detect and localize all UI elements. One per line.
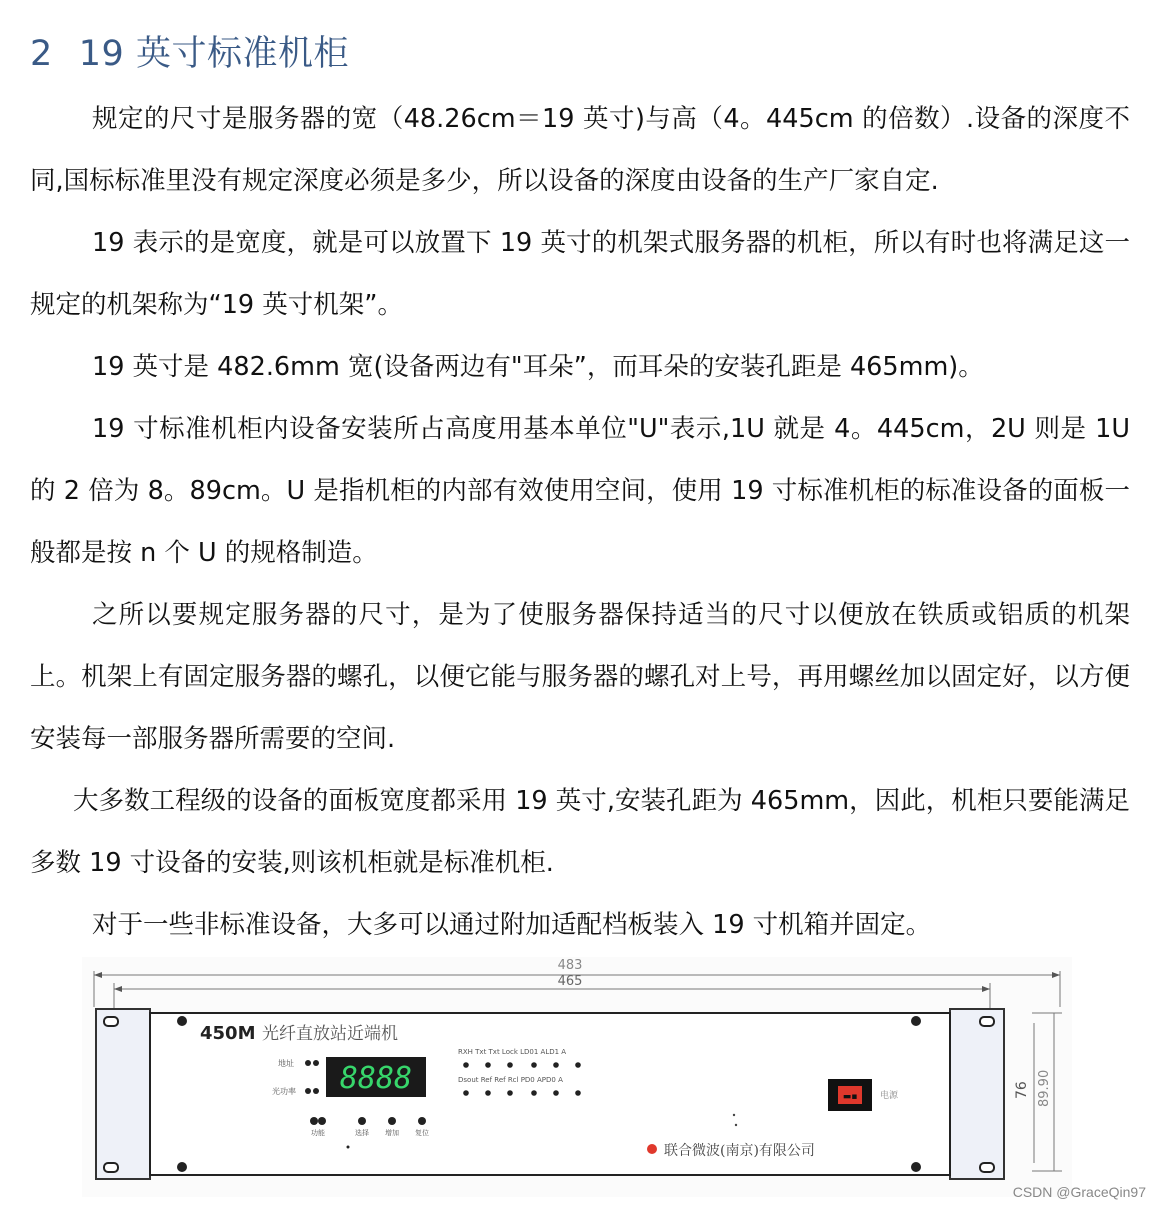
right-ear	[950, 1009, 1004, 1179]
indicator-labels-row1: RXH Txt Txt Lock LD01 ALD1 A	[458, 1048, 567, 1056]
section-number: 2	[30, 34, 53, 74]
left-label-address: 地址	[278, 1059, 294, 1068]
svg-text:▬▪: ▬▪	[842, 1092, 858, 1102]
watermark: CSDN @GraceQin97	[1012, 1184, 1146, 1200]
paragraph-6: 大多数工程级的设备的面板宽度都采用 19 英寸,安装孔距为 465mm，因此，机柜只要能满足多数 19 寸设备的安装,则该机柜就是标准机柜.	[30, 786, 1130, 878]
left-ear	[96, 1009, 150, 1179]
paragraph-1: 规定的尺寸是服务器的宽（48.26cm＝19 英寸)与高（4。445cm 的倍数）.设备的深度不同,国标标准里没有规定深度必须是多少，所以设备的深度由设备的生产厂家自定.	[30, 104, 1130, 196]
section-heading	[30, 26, 349, 76]
dim-inner-height: 76	[1014, 1081, 1030, 1099]
company-name: 联合微波(南京)有限公司	[664, 1143, 815, 1159]
rack-panel-figure	[82, 957, 1072, 1197]
paragraph-7: 对于一些非标准设备，大多可以通过附加适配档板装入 19 寸机箱并固定。	[92, 910, 932, 940]
paragraph-2: 19 表示的是宽度，就是可以放置下 19 英寸的机架式服务器的机柜，所以有时也将满足这一规定的机架称为“19 英寸机架”。	[30, 228, 1130, 320]
power-label: 电源	[880, 1091, 899, 1101]
button-label-increase: 增加	[385, 1129, 399, 1137]
section-title: 19 英寸标准机柜	[78, 34, 349, 74]
dim-outer-width: 483	[557, 958, 583, 973]
dim-outer-height: 89.90	[1037, 1069, 1052, 1107]
display-digits: 8888	[339, 1061, 413, 1096]
model-text: 光纤直放站近端机	[262, 1024, 398, 1044]
button-label-function: 功能	[311, 1129, 325, 1137]
button-label-reset: 复位	[415, 1129, 429, 1137]
indicator-labels-row2: Dsout Ref Ref Rcl PD0 APD0 A	[458, 1076, 563, 1084]
model-label: 450M	[200, 1023, 256, 1044]
dim-inner-width: 465	[557, 974, 583, 989]
button-label-select: 选择	[355, 1129, 369, 1137]
paragraph-5: 之所以要规定服务器的尺寸，是为了使服务器保持适当的尺寸以便放在铁质或铝质的机架上。机架上有固定服务器的螺孔，以便它能与服务器的螺孔对上号，再用螺丝加以固定好，以方便安装每一部服务器所需要的空间.	[30, 600, 1130, 754]
company-logo-icon	[647, 1144, 657, 1154]
paragraph-3: 19 英寸是 482.6mm 宽(设备两边有"耳朵”，而耳朵的安装孔距是 465mm)。	[92, 352, 984, 382]
left-label-power: 光功率	[272, 1087, 296, 1096]
paragraph-4: 19 寸标准机柜内设备安装所占高度用基本单位"U"表示,1U 就是 4。445cm，2U 则是 1U 的 2 倍为 8。89cm。U 是指机柜的内部有效使用空间，使用 19 寸标准机柜的标准设备的面板一般都是按 n 个 U 的规格制造。	[30, 414, 1130, 568]
